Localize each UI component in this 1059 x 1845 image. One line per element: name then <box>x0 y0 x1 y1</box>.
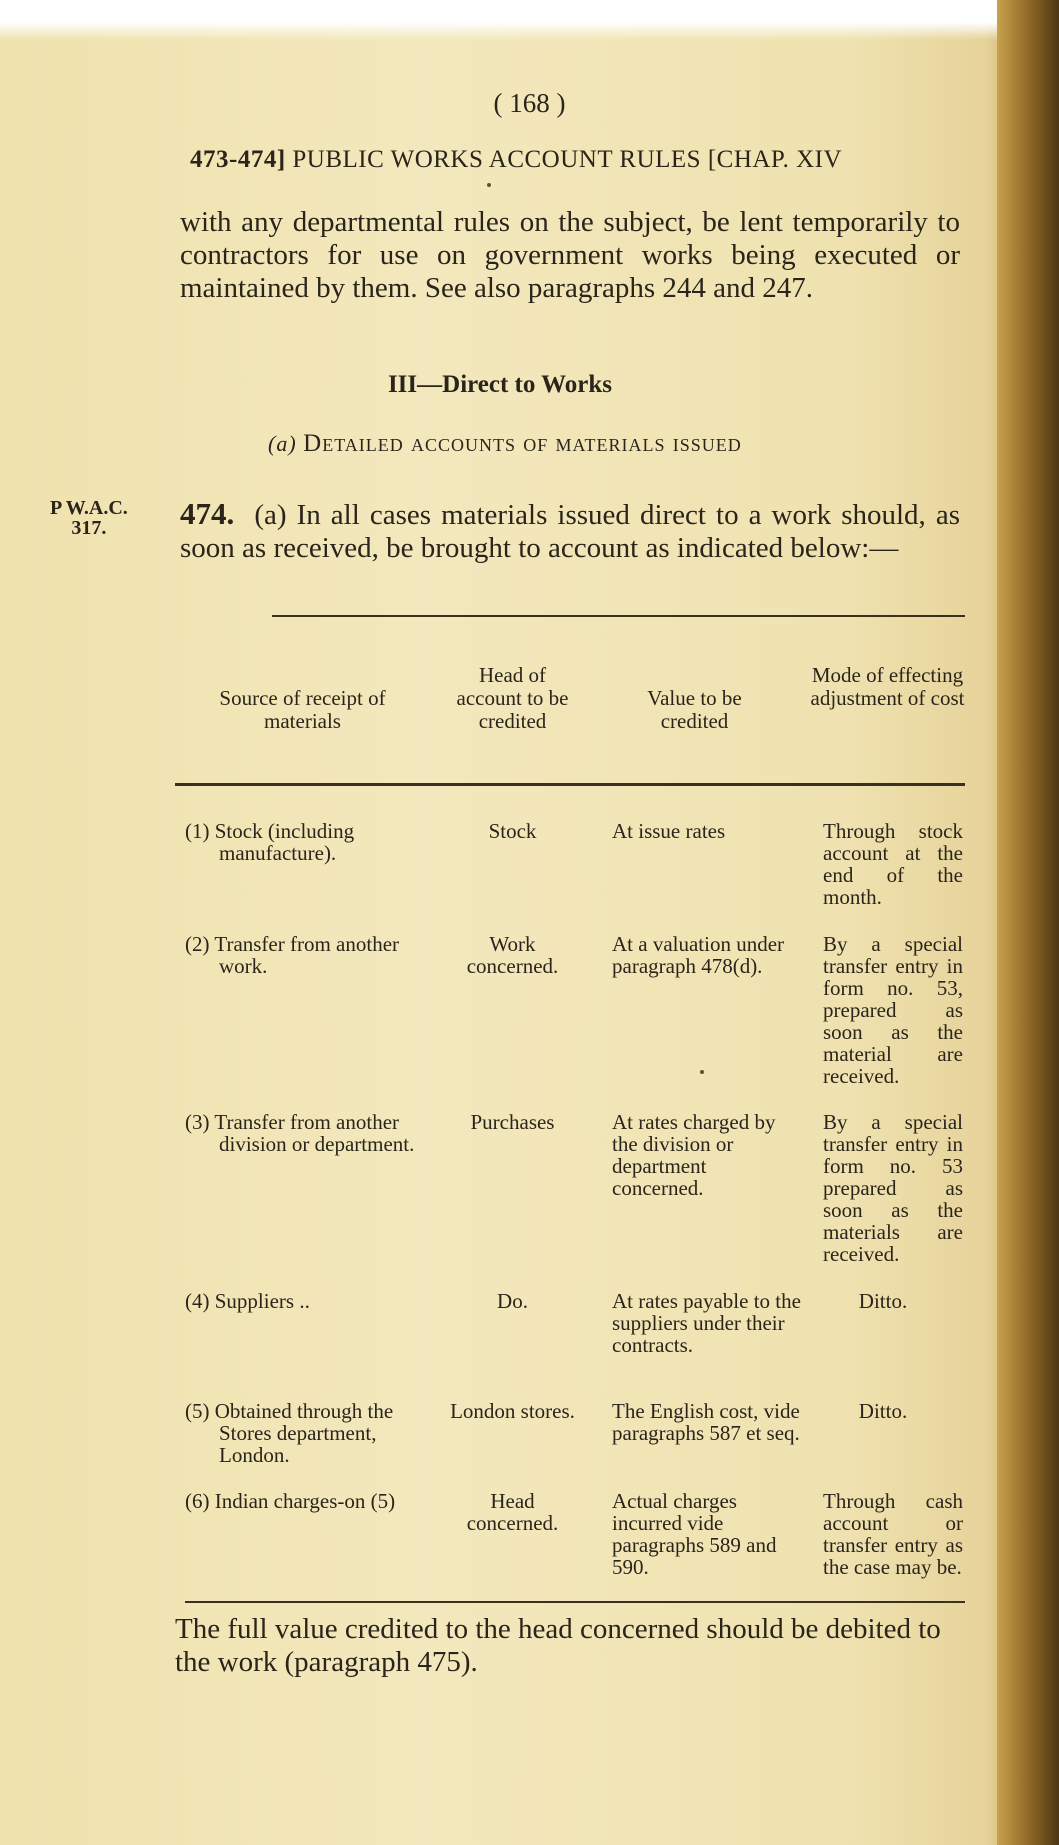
table-row-4-head: Do. <box>497 1289 528 1313</box>
paragraph-474 <box>180 497 960 565</box>
table-row-1-source <box>185 820 420 864</box>
running-head <box>190 146 842 174</box>
table-row-1-mode <box>803 820 963 908</box>
running-head-sections: 473-474] <box>190 146 286 173</box>
table-row-4-mode: Ditto. <box>858 1289 908 1313</box>
cell-text: (5) Obtained through the Stores department, London. <box>185 1399 394 1467</box>
book-spine-shadow <box>997 0 1059 1845</box>
table-row-6-head: Head concerned. <box>466 1489 559 1535</box>
closing-paragraph: The full value credited to the head concerned should be debited to the work (paragraph 475). <box>175 1613 941 1678</box>
subheading <box>268 430 742 458</box>
table-header-source: Source of receipt of materials <box>219 686 386 733</box>
running-head-chapter: [CHAP. XIV <box>707 146 843 173</box>
table-header-mode: Mode of effecting adjustment of cost <box>810 663 965 710</box>
table-row-1-value: At issue rates <box>612 819 726 843</box>
table-row-5-value: The English cost, vide paragraphs 587 et seq. <box>612 1399 800 1445</box>
subheading-prefix: (a) <box>268 431 297 456</box>
cell-text: (1) Stock (including manufacture). <box>185 819 355 865</box>
margin-note <box>50 498 128 538</box>
table-row-2-mode <box>803 933 963 1087</box>
table-row-2-head: Work concerned. <box>466 932 559 978</box>
table-row-5-mode: Ditto. <box>858 1399 908 1423</box>
page-number: ( 168 ) <box>493 88 566 118</box>
table-row-3-mode <box>803 1111 963 1265</box>
margin-note-line2: 317. <box>71 517 107 539</box>
cell-text: By a special transfer entry in form no. 53, prepared as soon as the material are received. <box>823 932 963 1088</box>
cell-text: (3) Transfer from another division or department. <box>185 1110 415 1156</box>
table-row-5-head: London stores. <box>450 1399 575 1423</box>
table-row-4-source <box>185 1290 420 1312</box>
cell-text: Through stock account at the end of the month. <box>823 819 963 909</box>
ink-speck <box>700 1070 704 1074</box>
paragraph-474-text: (a) In all cases materials issued direct to a work should, as soon as received, be brought to account as indicated below:— <box>180 499 960 564</box>
table-header-value: Value to be credited <box>647 686 742 733</box>
table-row-6-source <box>185 1490 420 1512</box>
intro-paragraph-text: with any departmental rules on the subject, be lent temporarily to contractors for use on government works being executed or maintained by them. See also paragraphs 244 and 247. <box>180 206 960 304</box>
cell-text: By a special transfer entry in form no. 53 prepared as soon as the materials are received. <box>823 1110 963 1266</box>
cell-text: Through cash account or transfer entry as the case may be. <box>823 1489 963 1579</box>
intro-paragraph <box>180 206 960 305</box>
running-head-title: PUBLIC WORKS ACCOUNT RULES <box>292 146 702 173</box>
margin-note-line1: P W.A.C. <box>50 497 128 519</box>
table-row-3-head: Purchases <box>470 1110 555 1134</box>
table-row-4-value: At rates payable to the suppliers under their contracts. <box>612 1289 801 1357</box>
table-row-2-value: At a valuation under paragraph 478(d). <box>612 932 785 978</box>
table-header-head: Head of account to be credited <box>456 663 569 733</box>
ink-speck <box>487 183 491 187</box>
table-row-5-source <box>185 1400 420 1466</box>
table-row-1-head: Stock <box>488 819 537 843</box>
cell-text: (4) Suppliers .. <box>185 1289 310 1313</box>
cell-text: (6) Indian charges-on (5) <box>185 1489 396 1513</box>
table-row-3-source <box>185 1111 420 1155</box>
cell-text: (2) Transfer from another work. <box>185 932 400 978</box>
table-top-rule <box>272 615 965 617</box>
scan-border <box>0 0 1059 40</box>
table-row-3-value: At rates charged by the division or department concerned. <box>612 1110 776 1200</box>
table-row-6-value: Actual charges incurred vide paragraphs 589 and 590. <box>612 1489 777 1579</box>
table-row-6-mode <box>803 1490 963 1578</box>
paragraph-474-number: 474. <box>180 496 235 531</box>
section-heading: III—Direct to Works <box>387 371 613 398</box>
table-bottom-rule <box>185 1601 965 1603</box>
table-row-2-source <box>185 933 420 977</box>
subheading-text: Detailed accounts of materials issued <box>303 430 742 457</box>
paragraph-474-body <box>180 497 960 565</box>
table-header-rule <box>175 783 965 786</box>
